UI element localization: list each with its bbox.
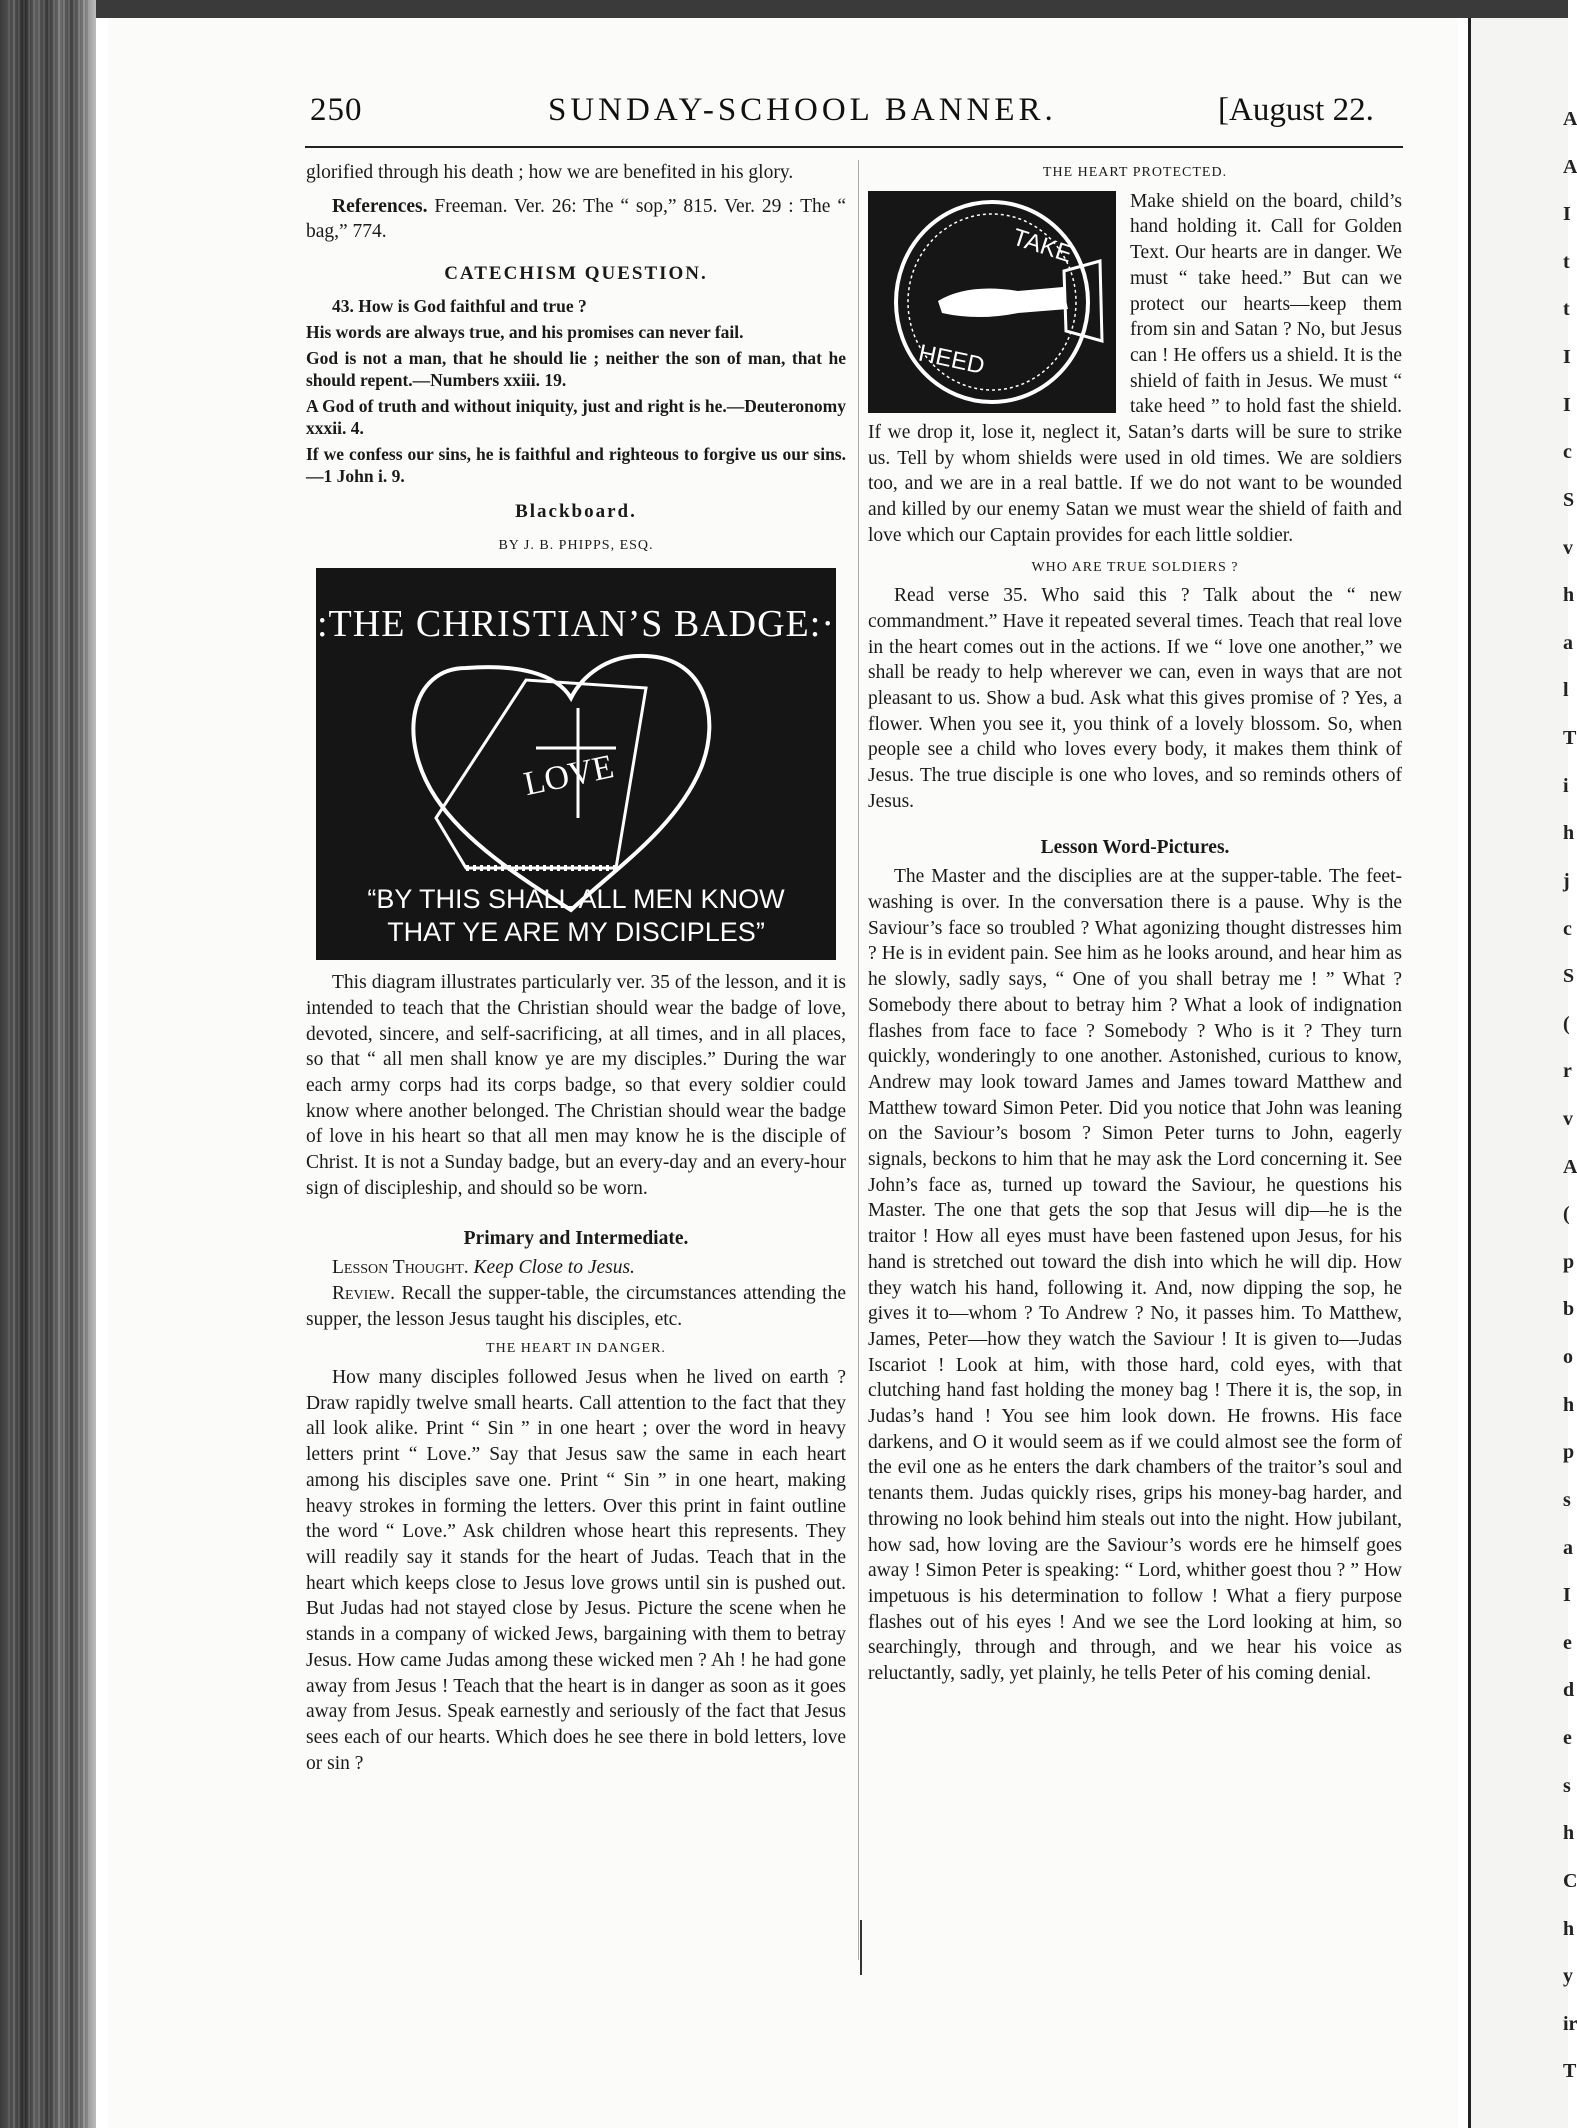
christians-badge-blackboard	[316, 568, 836, 960]
next-page-fragment: l	[1563, 679, 1569, 702]
next-page-fragment: (	[1563, 1203, 1570, 1226]
next-page-fragment: A	[1563, 155, 1577, 178]
next-page-fragment: b	[1563, 1298, 1575, 1321]
take-heed-shield-illustration	[868, 191, 1116, 413]
header-rule	[305, 146, 1403, 148]
references-text: Freeman. Ver. 26: The “ sop,” 815. Ver. 29 : The “ bag,” 774.	[306, 195, 847, 243]
shield-heed-word: HEED	[916, 339, 987, 380]
next-page-fragment: t	[1563, 250, 1570, 273]
heart-protected-paragraph: Make shield on the board, child’s hand holding it. Call for Golden Text. Our hearts are in danger. We must “ take heed.” But can we protect our hearts—keep them from sin and Satan ? No, but Jesus can ! He offers us a shield. It is the shield of faith in Jesus. We must “ take heed ” to hold fast the shield. If we drop it, lose it, neglect it, Satan’s darts will be sure to strike us. Tell by whom shields were used in old times. We are soldiers too, and we are in a real battle. If we do not want to be wounded and killed by our enemy Satan we must wear the shield of faith and love which our Captain provides for each little soldier.	[868, 190, 1402, 546]
book-spine	[0, 0, 96, 2128]
shield-take-word: TAKE	[1009, 223, 1076, 268]
true-soldiers-paragraph: Read verse 35. Who said this ? Talk about the “ new commandment.” Have it repeated several times. Teach that real love in the heart comes out in the actions. If we “ love one another,” we shall be ready to help wherever we can, even in ways that are not pleasant to us. Show a bud. Ask what this gives promise of ? Yes, a flower. When you see it, you think of a lovely blossom. So, when people see a child who loves every body, it makes them think of Jesus. The true disciple is one who loves, and so reminds others of Jesus.	[868, 585, 1402, 812]
diagram-paragraph: This diagram illustrates particularly ver. 35 of the lesson, and it is intended to teach that the Christian should wear the badge of love, devoted, sincere, and self-sacrificing, at all times, and in all places, so that “ all men shall know ye are my disciples.” During the war each army corps had its corps badge, so that every soldier could know where another belonged. The Christian should wear the badge of love in his heart so that all men may know he is the disciple of Christ. It is not a Sunday badge, but an every-day and an every-hour sign of discipleship, and should so be worn.	[306, 972, 846, 1199]
next-page-fragment: (	[1563, 1012, 1570, 1035]
blackboard-byline: BY J. B. PHIPPS, ESQ.	[498, 537, 654, 553]
next-page-fragment: ir	[1563, 2012, 1577, 2035]
shield-board	[868, 191, 1116, 413]
primary-intermediate-heading: Primary and Intermediate.	[463, 1227, 689, 1249]
next-page-fragment: c	[1563, 917, 1572, 940]
next-page-fragment: h	[1563, 1393, 1575, 1416]
next-page-fragment: I	[1563, 203, 1571, 226]
next-page-fragment: s	[1563, 1488, 1571, 1511]
next-page-fragment: o	[1563, 1346, 1573, 1369]
references-label: References.	[332, 195, 428, 217]
word-pictures-heading: Lesson Word-Pictures.	[1040, 836, 1230, 858]
next-page-fragment: h	[1563, 584, 1575, 607]
catechism-question: 43. How is God faithful and true ?	[332, 295, 587, 316]
next-page-edge	[1471, 18, 1577, 2128]
review-paragraph	[306, 1281, 846, 1332]
next-page-fragment: I	[1563, 393, 1571, 416]
blackboard-illustration	[316, 568, 836, 960]
catechism-answer: If we confess our sins, he is faithful and righteous to forgive us our sins.—1 John i. 9.	[306, 443, 846, 486]
column-separator	[858, 160, 859, 1960]
next-page-fragment: S	[1563, 488, 1575, 511]
next-page-fragment: p	[1563, 1441, 1575, 1464]
page-number: 250	[310, 92, 363, 128]
board-verse-line-1: “BY THIS SHALL ALL MEN KNOW	[367, 884, 785, 915]
intro-paragraph: glorified through his death ; how we are benefited in his glory.	[306, 162, 794, 183]
next-page-fragment: a	[1563, 631, 1573, 654]
references-paragraph	[306, 194, 846, 245]
board-top-text: :THE CHRISTIAN’S BADGE:·	[317, 603, 835, 646]
issue-date: [August 22.	[1218, 92, 1374, 128]
right-column	[868, 160, 1402, 1687]
board-love-word: LOVE	[520, 748, 618, 804]
next-page-fragment: e	[1563, 1727, 1572, 1750]
catechism-answer: His words are always true, and his promises can never fail.	[306, 321, 744, 342]
review-label: Review.	[332, 1282, 395, 1304]
next-page-fragment: a	[1563, 1536, 1573, 1559]
next-page-fragment: v	[1563, 1108, 1573, 1130]
lesson-thought-paragraph	[306, 1255, 846, 1281]
next-page-fragment: r	[1563, 1060, 1572, 1083]
review-text: Recall the supper-table, the circumstances attending the supper, the lesson Jesus taught his disciples, etc.	[306, 1282, 847, 1330]
next-page-fragment: s	[1563, 1774, 1571, 1797]
next-page-fragment: I	[1563, 346, 1571, 369]
next-page-fragment: j	[1563, 869, 1570, 892]
next-page-fragment: t	[1563, 298, 1570, 321]
next-page-fragment: h	[1563, 1917, 1575, 1940]
catechism-answer: A God of truth and without iniquity, just and right is he.—Deuteronomy xxxii. 4.	[306, 395, 846, 438]
next-page-fragment: y	[1563, 1965, 1573, 1988]
next-page-fragment: A	[1563, 1155, 1577, 1178]
lesson-thought-text: Keep Close to Jesus.	[473, 1257, 635, 1279]
next-page-fragment: T	[1563, 2060, 1577, 2083]
word-pictures-paragraph: The Master and the disciplies are at the supper-table. The feet-washing is over. In the conversation there is a pause. Why is the Saviour’s face so troubled ? What agonizing thought distresses him ? He is in evident pain. See him as he looks around, and hear him as he slowly, sadly says, “ One of you shall betray me ! ” What ? Somebody there about to betray him ? What a look of indignation flashes from face to face ? Somebody ? Who is it ? They turn quickly, wonderingly to one another. Astonished, curious to know, Andrew may look toward James and James toward Matthew and Matthew toward Simon Peter. Did you notice that John was leaning on the Saviour’s bosom ? Simon Peter turns to John, eagerly signals, beckons to him that he may ask the Lord concerning it. See John’s face as, turned up toward the Saviour, he questions his Master. The one that gets the sop that Jesus will dip—he is the traitor ! How all eyes must have been fastened upon Jesus, for his hand is stretched out toward the dish into which he will dip. How they watch his hand, following it. And, now dipping the sop, he gives it to—whom ? To Andrew ? No, it passes him. To Matthew, James, Peter—how they watch the Saviour ! It is given to—Judas Iscariot ! Look at him, with those hard, cold eyes, with that clutching hand fast holding the money bag ! There it is, the sop, in Judas’s hand ! You see him look down. He frowns. His face darkens, and O it would seem as if we could almost see the form of the evil one as he enters the dark chambers of the traitor’s soul and tenants them. Judas quickly rises, grips his money-bag harder, and throwing no look behind him steals out into the night. How jubilant, how sad, how loving are the Saviour’s words ere he himself goes away ! Simon Peter is speaking: “ Lord, whither goest thou ? ” How impetuous is his determination to follow ! What a fiery purpose flashes out of his eyes ! And we see the Lord looking at him, so searchingly, through and through, and we hear his voice as reluctantly, sadly, yet plainly, he tells Peter of his coming denial.	[868, 866, 1402, 1685]
next-page-fragment: h	[1563, 822, 1575, 845]
catechism-heading: CATECHISM QUESTION.	[444, 263, 708, 285]
next-page-fragment: h	[1563, 1822, 1575, 1845]
running-title: SUNDAY-SCHOOL BANNER.	[548, 92, 1057, 128]
lesson-thought-label: Lesson Thought.	[332, 1257, 469, 1279]
next-page-fragment: I	[1563, 1584, 1571, 1607]
next-page-fragment: p	[1563, 1250, 1575, 1273]
heart-protected-heading: THE HEART PROTECTED.	[1042, 165, 1228, 180]
next-page-fragment: d	[1563, 1679, 1575, 1702]
next-page-fragment: c	[1563, 441, 1572, 464]
next-page-fragment: e	[1563, 1631, 1572, 1654]
next-page-fragment: T	[1563, 727, 1577, 750]
board-verse-line-2: THAT YE ARE MY DISCIPLES”	[387, 917, 765, 948]
next-page-fragment: S	[1563, 965, 1575, 988]
next-page-fragment: C	[1563, 1869, 1577, 1892]
heart-in-danger-paragraph: How many disciples followed Jesus when he lived on earth ? Draw rapidly twelve small hearts. Call attention to the fact that they all look alike. Print “ Sin ” in one heart ; over the word in heavy letters print “ Love.” Say that Jesus saw the same in each heart among his disciples save one. Print “ Sin ” in one heart, making heavy strokes in forming the letters. Over this print in faint outline the word “ Love.” Ask children whose heart this represents. They will readily say it stands for the heart of Judas. Teach that in the heart which keeps close to Jesus love grows until sin is pushed out. But Judas had not stayed close by Jesus. Picture the scene when he stands in a company of wicked Jews, bargaining with them to betray Jesus. How came Judas among these wicked men ? Ah ! he had gone away from Jesus ! Teach that the heart is in danger as soon as it goes away from Jesus. Speak earnestly and seriously of the fact that Jesus sees each of our hearts. Which does he see there in bold letters, love or sin ?	[306, 1367, 846, 1774]
column-mark	[860, 1920, 862, 1975]
catechism-answer: God is not a man, that he should lie ; neither the son of man, that he should repent.—Numbers xxiii. 19.	[306, 347, 846, 390]
left-column	[306, 160, 846, 1776]
true-soldiers-heading: WHO ARE TRUE SOLDIERS ?	[1031, 559, 1239, 575]
scan-top-edge	[96, 0, 1568, 18]
heart-in-danger-heading: THE HEART IN DANGER.	[486, 1341, 666, 1357]
next-page-fragment: i	[1563, 774, 1569, 797]
blackboard-heading: Blackboard.	[515, 500, 637, 522]
next-page-fragment: v	[1563, 536, 1573, 559]
next-page-fragment: A	[1563, 108, 1577, 130]
